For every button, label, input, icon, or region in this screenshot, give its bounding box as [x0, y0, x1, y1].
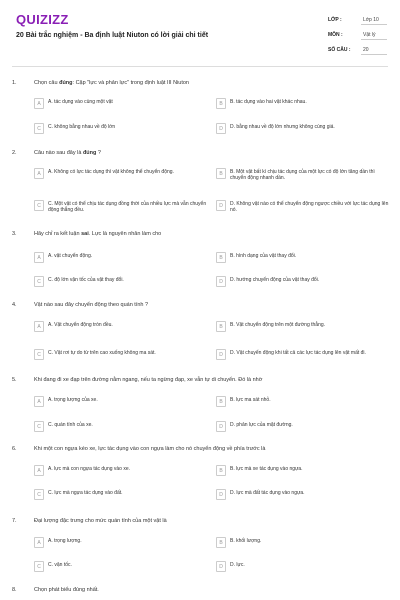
option-text: A. vật chuyển động. [48, 253, 93, 259]
option-text: A. Vật chuyển động tròn đều. [48, 322, 113, 328]
question-text-emphasis: đúng [82, 150, 97, 156]
question-text [34, 518, 167, 524]
option-text: B. Vật chuyển động trên một đường thẳng. [230, 322, 326, 328]
document-header [0, 0, 400, 66]
question-text [34, 587, 99, 593]
answer-option-a[interactable] [34, 251, 212, 265]
meta-label: LỚP : [328, 17, 342, 23]
question-text-prefix: Câu nào sau đây là [34, 150, 83, 156]
question-text [34, 150, 101, 156]
option-text: D. hướng chuyển động của vật thay đổi. [230, 277, 320, 283]
meta-row-count [328, 45, 388, 56]
question-number: 1. [12, 80, 17, 86]
answer-option-c[interactable] [34, 348, 212, 362]
option-text: C. lực mà ngựa tác dụng vào đất. [48, 490, 123, 496]
option-letter-badge: B [216, 252, 226, 263]
question-text [34, 80, 189, 86]
answer-option-c[interactable] [34, 420, 212, 434]
answer-option-b[interactable] [216, 395, 394, 409]
answer-option-a[interactable] [34, 167, 212, 181]
quizizz-logo: QUIZIZZ [16, 12, 69, 27]
meta-label: MÔN : [328, 32, 343, 38]
answer-option-c[interactable] [34, 488, 212, 502]
option-text: C. vận tốc. [48, 562, 72, 568]
option-text: A. trọng lượng. [48, 538, 82, 544]
option-letter-badge: D [216, 489, 226, 500]
option-letter-badge: B [216, 321, 226, 332]
header-divider [12, 66, 388, 67]
answer-option-a[interactable] [34, 464, 212, 478]
question-text-emphasis: đúng [59, 80, 73, 86]
question-number: 2. [12, 150, 17, 156]
question-text-prefix: Đại lượng đặc trưng cho mức quán tính của một vật là [34, 518, 167, 524]
option-letter-badge: A [34, 98, 44, 109]
option-letter-badge: C [34, 489, 44, 500]
question-number: 4. [12, 302, 17, 308]
option-letter-badge: B [216, 168, 226, 179]
option-letter-badge: C [34, 561, 44, 572]
option-letter-badge: D [216, 123, 226, 134]
option-text: B. lực ma sát nhỏ. [230, 397, 271, 403]
option-text: B. tác dụng vào hai vật khác nhau. [230, 99, 307, 105]
option-letter-badge: D [216, 200, 226, 211]
question-text-suffix: : Cặp "lực và phản lực" trong định luật III Niuton [72, 80, 189, 86]
option-letter-badge: B [216, 396, 226, 407]
answer-option-d[interactable] [216, 275, 394, 289]
option-text: D. Vật chuyển động khi tất cả các lực tác dụng lên vật mất đi. [230, 350, 366, 356]
answer-option-a[interactable] [34, 395, 212, 409]
option-text: B. lực mà xe tác dụng vào ngựa. [230, 466, 303, 472]
answer-option-d[interactable] [216, 560, 394, 574]
answer-option-b[interactable] [216, 167, 394, 181]
answer-option-c[interactable] [34, 122, 212, 136]
question-number: 3. [12, 231, 17, 237]
option-letter-badge: D [216, 561, 226, 572]
question-text-prefix: Khi đang đi xe đạp trên đường nằm ngang, nếu ta ngừng đạp, xe vẫn tự di chuyển. Đó là nhờ [34, 377, 263, 383]
option-text: C. Một vật có thể chịu tác dụng đồng thời của nhiều lực mà vẫn chuyển động thẳng đều. [48, 201, 207, 214]
answer-option-d[interactable] [216, 122, 394, 136]
option-letter-badge: D [216, 349, 226, 360]
option-letter-badge: B [216, 465, 226, 476]
option-text: D. lực. [230, 562, 245, 568]
option-text: D. Không vật nào có thể chuyển động ngược chiều với lực tác dụng lên nó. [230, 201, 389, 214]
option-text: C. độ lớn vận tốc của vật thay đổi. [48, 277, 124, 283]
option-letter-badge: D [216, 421, 226, 432]
question-text-prefix: Hãy chỉ ra kết luận [34, 231, 82, 237]
answer-option-a[interactable] [34, 97, 212, 111]
option-text: C. quán tính của xe. [48, 422, 93, 428]
option-text: A. tác dụng vào cùng một vật [48, 99, 113, 105]
option-letter-badge: C [34, 123, 44, 134]
option-letter-badge: A [34, 252, 44, 263]
answer-option-d[interactable] [216, 420, 394, 434]
option-text: B. hình dạng của vật thay đổi. [230, 253, 297, 259]
option-letter-badge: A [34, 321, 44, 332]
meta-row-grade [328, 15, 388, 26]
option-letter-badge: D [216, 276, 226, 287]
question-text-suffix: ? [96, 150, 101, 156]
option-text: A. lực mà con ngựa tác dụng vào xe. [48, 466, 131, 472]
answer-option-b[interactable] [216, 251, 394, 265]
option-text: B. Một vật bất kì chịu tác dụng của một lực có độ lớn tăng dần thì chuyển động nhanh dần. [230, 169, 375, 182]
option-text: A. Không có lực tác dụng thì vật không thể chuyển động. [48, 169, 174, 175]
question-number: 8. [12, 587, 17, 593]
option-text: A. trọng lượng của xe. [48, 397, 98, 403]
option-letter-badge: C [34, 276, 44, 287]
question-text-prefix: Chọn phát biểu đúng nhất. [34, 587, 99, 593]
answer-option-c[interactable] [34, 199, 212, 213]
meta-value: Vật lý [361, 31, 387, 40]
option-letter-badge: C [34, 421, 44, 432]
answer-option-b[interactable] [216, 320, 394, 334]
answer-option-c[interactable] [34, 560, 212, 574]
answer-option-a[interactable] [34, 320, 212, 334]
option-text: D. lực mà đất tác dụng vào ngựa. [230, 490, 305, 496]
question-text [34, 377, 262, 383]
option-text: D. phản lực của mặt đường. [230, 422, 293, 428]
question-text [34, 231, 161, 237]
answer-option-b[interactable] [216, 97, 394, 111]
option-letter-badge: A [34, 396, 44, 407]
option-letter-badge: A [34, 168, 44, 179]
answer-option-d[interactable] [216, 348, 394, 362]
option-text: B. khối lượng. [230, 538, 262, 544]
meta-label: SỐ CÂU : [328, 47, 351, 53]
meta-value: Lớp 10 [361, 16, 387, 25]
question-text-prefix: Chọn câu [34, 80, 60, 86]
answer-option-d[interactable] [216, 488, 394, 502]
question-number: 6. [12, 446, 17, 452]
option-letter-badge: C [34, 200, 44, 211]
question-text-prefix: Khi một con ngựa kéo xe, lực tác dụng vào con ngựa làm cho nó chuyển động về phía trước là [34, 446, 266, 452]
option-letter-badge: A [34, 465, 44, 476]
option-letter-badge: B [216, 98, 226, 109]
question-text-prefix: Vật nào sau đây chuyển động theo quán tính ? [34, 302, 149, 308]
meta-value: 20 [361, 46, 387, 55]
option-text: C. Vật rơi tự do từ trên cao xuống không ma sát. [48, 350, 156, 356]
document-title: 20 Bài trắc nghiệm - Ba định luật Niuton có lời giải chi tiết [16, 32, 209, 39]
answer-option-b[interactable] [216, 536, 394, 550]
answer-option-b[interactable] [216, 464, 394, 478]
answer-option-a[interactable] [34, 536, 212, 550]
answer-option-c[interactable] [34, 275, 212, 289]
question-text [34, 302, 148, 308]
answer-option-d[interactable] [216, 199, 394, 213]
option-text: D. bằng nhau về độ lớn nhưng không cùng giá. [230, 124, 335, 130]
option-text: C. không bằng nhau về độ lớn [48, 124, 116, 130]
meta-row-subject [328, 30, 388, 41]
question-number: 5. [12, 377, 17, 383]
question-number: 7. [12, 518, 17, 524]
question-text-suffix: . Lực là nguyên nhân làm cho [88, 231, 162, 237]
option-letter-badge: B [216, 537, 226, 548]
question-text-emphasis: sai [81, 231, 89, 237]
option-letter-badge: A [34, 537, 44, 548]
option-letter-badge: C [34, 349, 44, 360]
question-text [34, 446, 265, 452]
